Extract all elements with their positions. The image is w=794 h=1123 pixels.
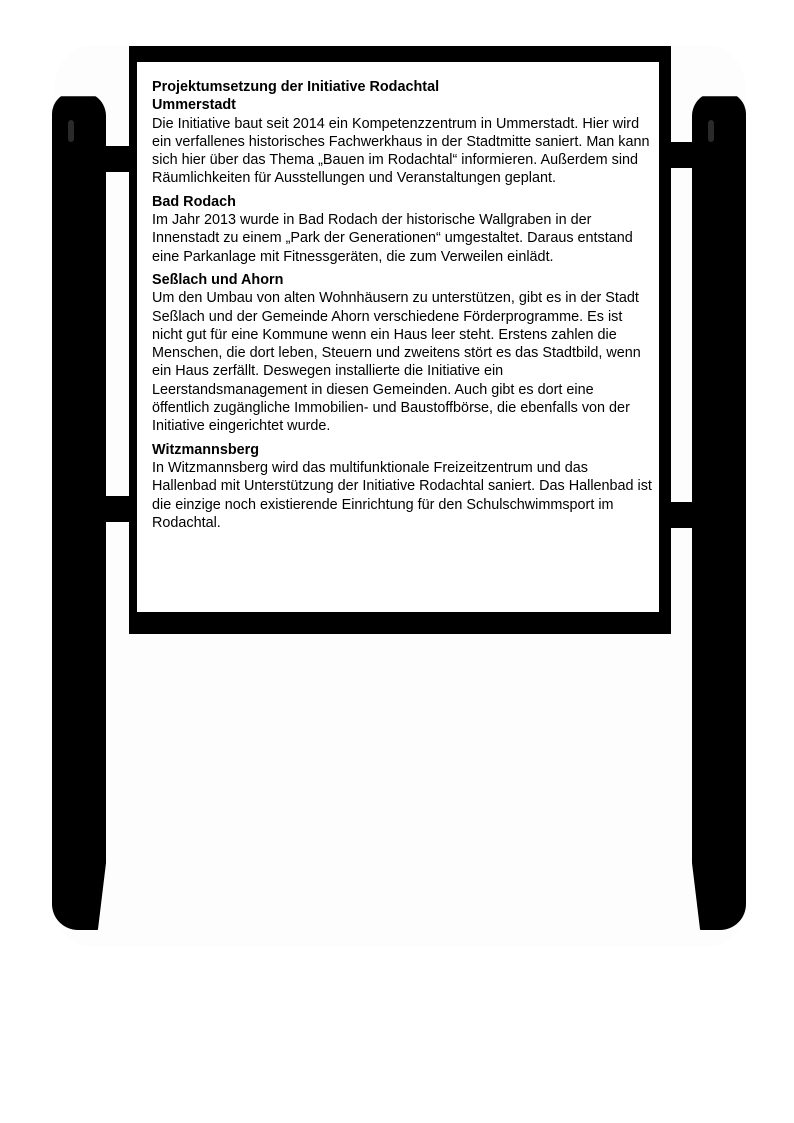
section-body: Im Jahr 2013 wurde in Bad Rodach der historische Wallgraben in der Innenstadt zu einem „Park der Generationen“ umgestaltet. Daraus entstand eine Parkanlage mit Fitnessgeräten, die zum Verweilen einlädt. [152, 212, 633, 265]
sign-board [129, 46, 671, 634]
sign-content [152, 78, 652, 537]
section-sesslach-ahorn [152, 271, 652, 436]
section-body: In Witzmannsberg wird das multifunktionale Freizeitzentrum und das Hallenbad mit Unterstützung der Initiative Rodachtal saniert. Das Hallenbad ist die einzige noch existierende Einrichtung für den Schulschwimmsport im Rodachtal. [152, 459, 652, 531]
section-heading: Bad Rodach [152, 193, 236, 210]
right-post [692, 92, 746, 930]
section-heading: Ummerstadt [152, 97, 236, 114]
section-heading: Witzmannsberg [152, 441, 260, 458]
section-body: Die Initiative baut seit 2014 ein Kompetenzzentrum in Ummerstadt. Hier wird ein verfallenes historisches Fachwerkhaus in der Stadtmitte saniert. Man kann sich hier über das Thema „Bauen im Rodachtal“ informieren. Außerdem sind Räumlichkeiten für Ausstellungen und Veranstaltungen geplant. [152, 115, 650, 187]
section-witzmannsberg [152, 441, 652, 532]
section-heading: Seßlach und Ahorn [152, 271, 284, 288]
sign-title: Projektumsetzung der Initiative Rodachtal [152, 79, 440, 95]
right-post-highlight [708, 120, 714, 142]
left-post [52, 92, 106, 930]
left-post-highlight [68, 120, 74, 142]
section-ummerstadt [152, 96, 652, 187]
sign-panel [137, 62, 659, 612]
section-body: Um den Umbau von alten Wohnhäusern zu unterstützen, gibt es in der Stadt Seßlach und der Gemeinde Ahorn verschiedene Förderprogramme. Es ist nicht gut für eine Kommune wenn ein Haus leer steht. Erstens zahlen die Menschen, die dort leben, Steuern und zweitens stört es das Stadtbild, wenn ein Haus zerfällt. Deswegen installierte die Initiative ein Leerstandsmanagement in diesen Gemeinden. Auch gibt es dort eine öffentlich zugängliche Immobilien- und Baustoffbörse, die ebenfalls von der Initiative eingerichtet wurde. [152, 290, 641, 435]
section-bad-rodach [152, 193, 652, 266]
